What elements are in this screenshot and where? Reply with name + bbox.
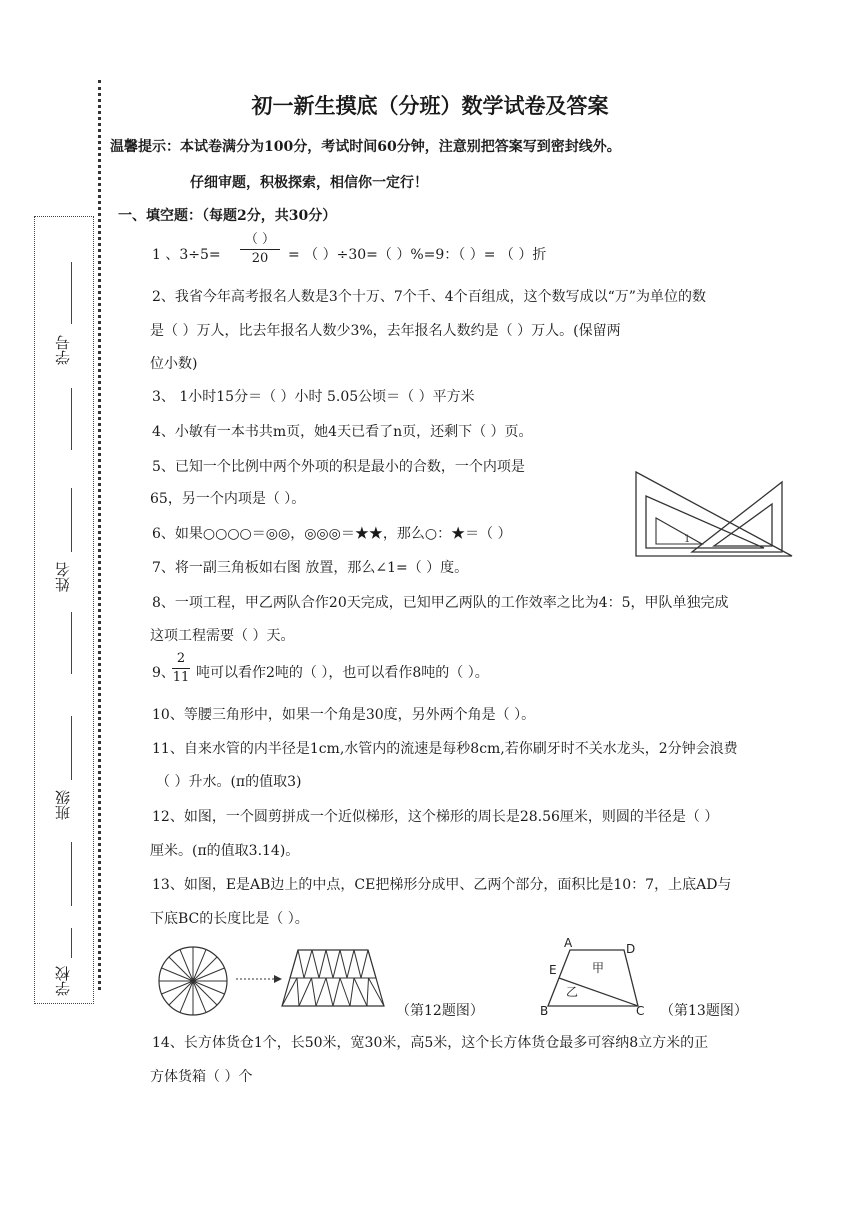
triangle-edge [282, 978, 297, 1006]
triangle-edge [340, 950, 347, 978]
q2-line1: 2、我省今年高考报名人数是3个十万、7个千、4个百组成，这个数写成以“万”为单位的数 [152, 289, 706, 305]
q13-line1: 13、如图，E是AB边上的中点，CE把梯形分成甲、乙两个部分，面积比是10：7，上底AD与 [152, 877, 732, 893]
page-title: 初一新生摸底（分班）数学试卷及答案 [251, 93, 609, 118]
triangle-edge [333, 978, 340, 1006]
label-class: 班级 [54, 790, 72, 820]
q1-frac-num: （ ） [244, 232, 276, 247]
q2-line2: 是（ ）万人，比去年报名人数少3%，去年报名人数约是（ ）万人。(保留两 [150, 323, 621, 339]
triangle-edge [299, 978, 312, 1006]
q12-line2: 厘米。(π的值取3.14)。 [150, 843, 300, 859]
q1-rest: = （ ）÷30=（ ）%=9：（ ）= （ ）折 [288, 247, 547, 263]
q5-line2: 65，另一个内项是（ ）。 [150, 491, 306, 507]
trapezoid-triangles-figure [280, 946, 390, 1010]
label-A: A [564, 936, 573, 950]
blank-line [71, 262, 72, 324]
q9-rest: 吨可以看作2吨的（ ），也可以看作8吨的（ ）。 [196, 665, 489, 681]
blank-line [71, 488, 72, 552]
label-school: 学校 [54, 966, 72, 996]
q1-prefix: 1 、3÷5= [152, 247, 221, 263]
q1-frac-den: 20 [251, 251, 269, 266]
q2-line3: 位小数) [150, 356, 198, 372]
q5-line1: 5、已知一个比例中两个外项的积是最小的合数，一个内项是 [152, 459, 525, 475]
triangle-edge [326, 978, 333, 1006]
label-B: B [540, 1004, 549, 1016]
q10: 10、等腰三角形中，如果一个角是30度，另外两个角是（ ）。 [152, 707, 536, 723]
label-C: C [636, 1004, 645, 1016]
triangle-edge [354, 978, 367, 1006]
triangle-edge [316, 978, 326, 1006]
label-name: 姓名 [54, 562, 72, 592]
q11-line2: （ ）升水。(π的值取3) [156, 774, 302, 790]
angle-1-label: 1 [684, 534, 691, 545]
triangle-edge [350, 978, 354, 1006]
triangle-edge [347, 950, 354, 978]
q7: 7、将一副三角板如右图 放置，那么∠1=（ ）度。 [152, 560, 469, 576]
q13-line2: 下底BC的长度比是（ ）。 [150, 911, 309, 927]
triangle-edge [361, 950, 368, 978]
triangle-edge [368, 950, 376, 978]
q14-line1: 14、长方体货仓1个，长50米，宽30米，高5米，这个长方体货仓最多可容纳8立方米的正 [152, 1035, 709, 1051]
q9-frac-num: 2 [176, 651, 186, 666]
triangle-edge [312, 950, 319, 978]
section-heading: 一、填空题：（每题2分，共30分） [118, 208, 337, 224]
triangle-edge [297, 978, 299, 1006]
fig13-caption: （第13题图） [660, 1003, 748, 1019]
triangle-edge [304, 950, 312, 978]
circle-sectors-figure [156, 944, 230, 1018]
seal-dotted-line [98, 80, 101, 990]
q12-line1: 12、如图，一个圆剪拼成一个近似梯形，这个梯形的周长是28.56厘米，则圆的半径是（ ） [152, 809, 719, 825]
label-E: E [549, 963, 557, 977]
q1-fraction [240, 232, 280, 267]
triangle-edge [369, 978, 385, 1006]
triangle-edge [326, 950, 333, 978]
q4: 4、小敏有一本书共m页，她4天已看了n页，还剩下（ ）页。 [152, 424, 533, 440]
label-D: D [626, 942, 636, 956]
trapezoid-abcd-figure [536, 936, 648, 1016]
arrow-icon [234, 972, 284, 986]
blank-line [71, 612, 72, 674]
triangle-edge [367, 978, 369, 1006]
triangle-edge [290, 950, 298, 978]
label-yi: 乙 [566, 985, 579, 999]
q3: 3、 1小时15分＝（ ）小时 5.05公顷＝（ ）平方米 [152, 389, 475, 405]
triangle-edge [333, 950, 340, 978]
triangle-edge [298, 950, 304, 978]
q14-line2: 方体货箱（ ）个 [150, 1069, 253, 1085]
label-jia: 甲 [592, 961, 605, 975]
triangle-edge [340, 978, 350, 1006]
blank-line [71, 928, 72, 958]
circle-spoke [169, 981, 193, 1005]
triangle-edge [312, 978, 317, 1006]
q9-prefix: 9、 [152, 665, 175, 681]
q6: 6、如果○○○○＝◎◎，◎◎◎＝★★，那么○：★＝（ ） [152, 526, 512, 542]
circle-spoke [169, 957, 193, 981]
q11-line1: 11、自来水管的内半径是1cm,水管内的流速是每秒8cm,若你刷牙时不关水龙头，2分钟会浪费 [152, 741, 738, 757]
q9-frac-den: 11 [172, 670, 190, 685]
q9-fraction [172, 651, 190, 686]
q8-line2: 这项工程需要（ ）天。 [150, 628, 295, 644]
motto: 仔细审题，积极探索，相信你一定行！ [190, 175, 428, 191]
blank-line [71, 388, 72, 450]
blank-line [71, 716, 72, 780]
blank-line [71, 842, 72, 906]
warm-tip: 温馨提示：本试卷满分为100分，考试时间60分钟，注意别把答案写到密封线外。 [110, 139, 621, 155]
triangle-edge [354, 950, 361, 978]
circle-spoke [193, 957, 217, 981]
triangle-edge [319, 950, 326, 978]
q8-line1: 8、一项工程，甲乙两队合作20天完成，已知甲乙两队的工作效率之比为4：5，甲队单独完成 [152, 595, 729, 611]
label-student-number: 学号 [54, 335, 72, 365]
circle-spoke [193, 981, 217, 1005]
triangle-rulers-figure [632, 462, 798, 560]
fig12-caption: （第12题图） [396, 1003, 484, 1019]
